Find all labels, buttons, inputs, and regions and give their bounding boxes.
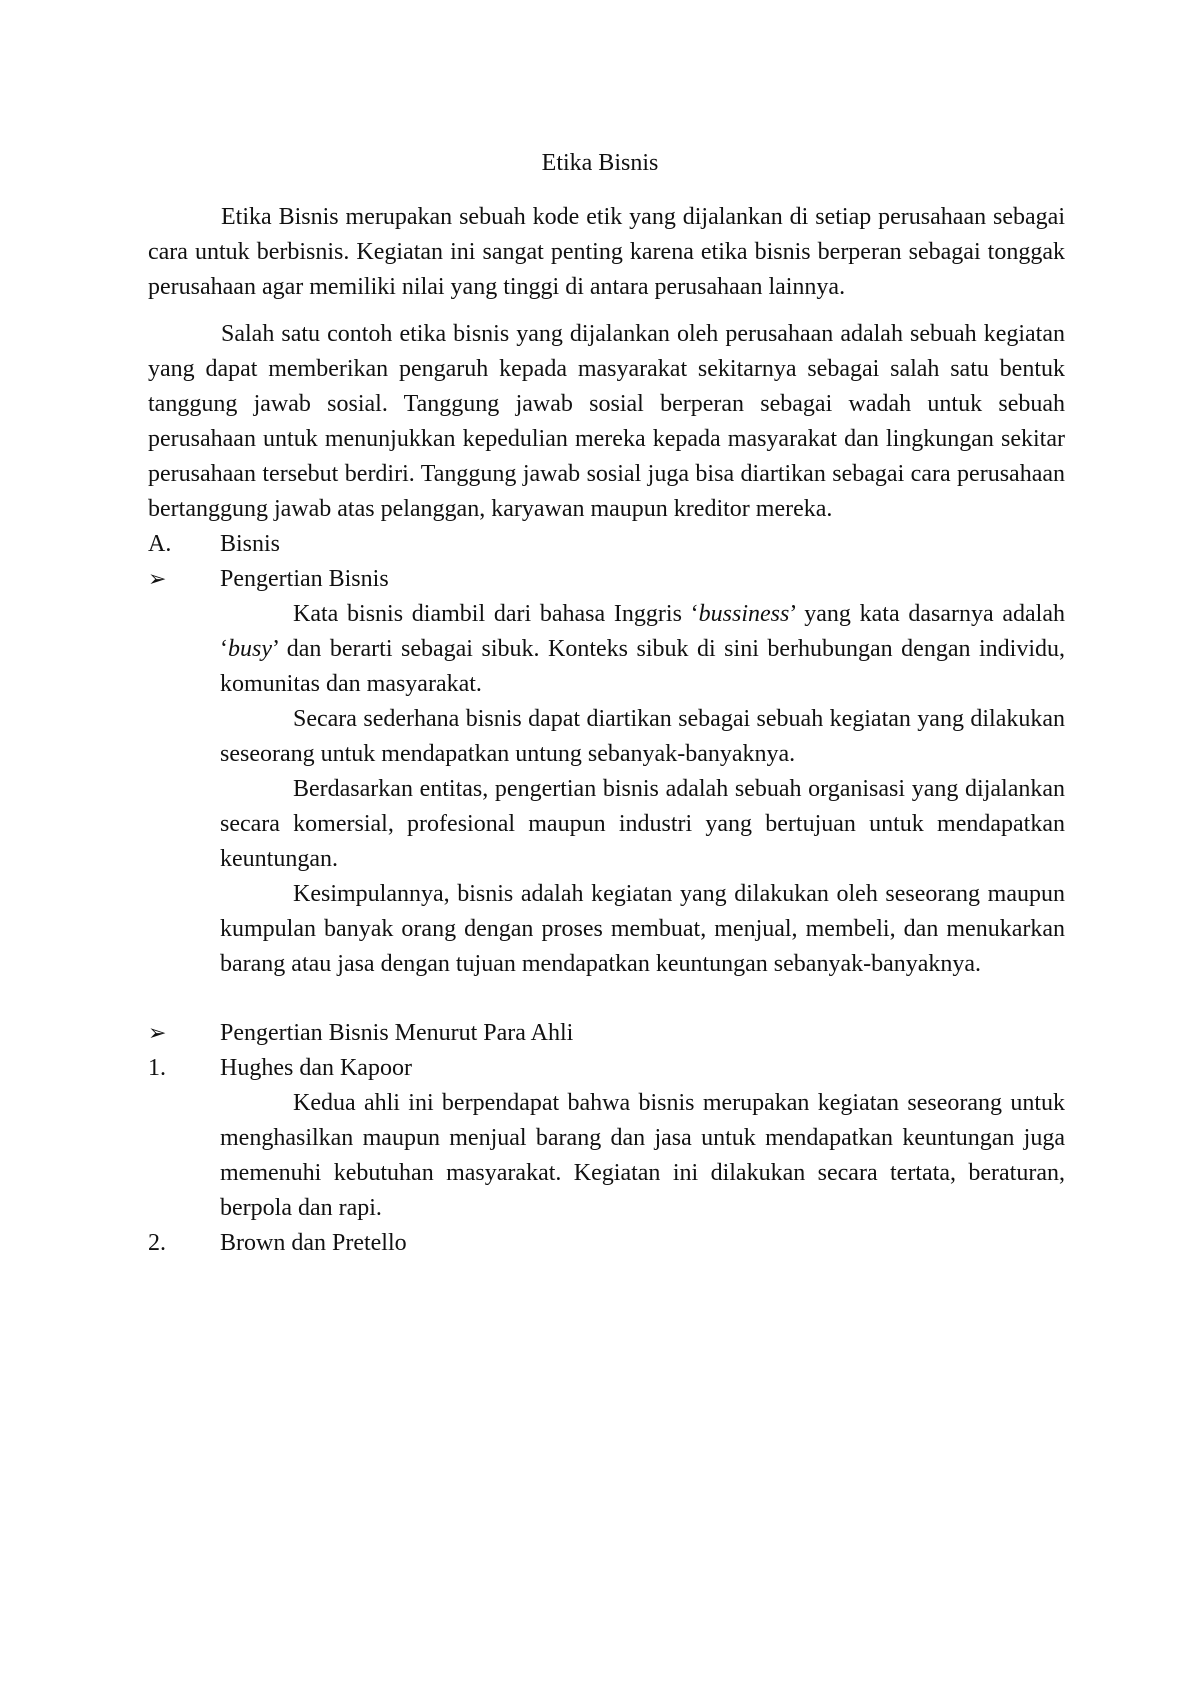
- intro-paragraph-2: Salah satu contoh etika bisnis yang dijalankan oleh perusahaan adalah sebuah kegiatan yang dapat memberikan pengaruh kepada masyarakat sekitarnya sebagai salah satu bentuk tanggung jawab sosial. Tanggung jawab sosial berperan sebagai wadah untuk sebuah perusahaan untuk menunjukkan kepedulian mereka kepada masyarakat dan lingkungan sekitar perusahaan tersebut berdiri. Tanggung jawab sosial juga bisa diartikan sebagai cara perusahaan bertanggung jawab atas pelanggan, karyawan maupun kreditor mereka.: [148, 321, 1065, 522]
- pengertian-content: [220, 597, 1065, 982]
- text-run: Kata bisnis diambil dari bahasa Inggris ‘: [293, 601, 699, 627]
- pengertian-heading: [148, 562, 1065, 597]
- document-body: [148, 200, 1065, 1261]
- text-run: ’ yang kata dasarnya adalah ‘: [220, 601, 1066, 662]
- section-a-heading: [148, 527, 1065, 562]
- expert-1-name: Hughes dan Kapoor: [220, 1055, 412, 1081]
- section-a-marker: A.: [148, 531, 172, 557]
- arrow-bullet-icon: ➢: [148, 1021, 167, 1046]
- pengertian-paragraph-2: Secara sederhana bisnis dapat diartikan sebagai sebuah kegiatan yang dilakukan seseorang untuk mendapatkan untung sebanyak-banyaknya.: [220, 706, 1065, 767]
- expert-2-marker: 2.: [148, 1230, 166, 1256]
- expert-item-2: [148, 1226, 1065, 1261]
- arrow-bullet-icon: ➢: [148, 567, 167, 592]
- expert-1-marker: 1.: [148, 1055, 166, 1081]
- spacer: [148, 982, 1065, 1016]
- term-busy: busy: [228, 636, 272, 662]
- expert-1-paragraph: Kedua ahli ini berpendapat bahwa bisnis merupakan kegiatan seseorang untuk menghasilkan maupun menjual barang dan jasa untuk mendapatkan keuntungan juga memenuhi kebutuhan masyarakat. Kegiatan ini dilakukan secara tertata, beraturan, berpola dan rapi.: [220, 1090, 1065, 1221]
- ahli-heading: [148, 1016, 1065, 1051]
- pengertian-paragraph-4: Kesimpulannya, bisnis adalah kegiatan yang dilakukan oleh seseorang maupun kumpulan banyak orang dengan proses membuat, menjual, membeli, dan menukarkan barang atau jasa dengan tujuan mendapatkan keuntungan sebanyak-banyaknya.: [220, 881, 1065, 977]
- ahli-heading-label: Pengertian Bisnis Menurut Para Ahli: [220, 1020, 574, 1046]
- expert-2-name: Brown dan Pretello: [220, 1230, 407, 1256]
- pengertian-heading-label: Pengertian Bisnis: [220, 566, 389, 592]
- pengertian-paragraph-3: Berdasarkan entitas, pengertian bisnis adalah sebuah organisasi yang dijalankan secara komersial, profesional maupun industri yang bertujuan untuk mendapatkan keuntungan.: [220, 776, 1065, 872]
- intro-paragraph-1: Etika Bisnis merupakan sebuah kode etik yang dijalankan di setiap perusahaan sebagai cara untuk berbisnis. Kegiatan ini sangat penting karena etika bisnis berperan sebagai tonggak perusahaan agar memiliki nilai yang tinggi di antara perusahaan lainnya.: [148, 204, 1065, 300]
- expert-item-1: [148, 1051, 1065, 1086]
- expert-1-content: [220, 1086, 1065, 1226]
- section-a-label: Bisnis: [220, 531, 281, 557]
- text-run: ’ dan berarti sebagai sibuk. Konteks sibuk di sini berhubungan dengan individu, komunitas dan masyarakat.: [220, 636, 1065, 697]
- term-bussiness: bussiness: [698, 601, 790, 627]
- document-title: Etika Bisnis: [541, 150, 659, 176]
- pengertian-paragraph-1: [220, 597, 1065, 702]
